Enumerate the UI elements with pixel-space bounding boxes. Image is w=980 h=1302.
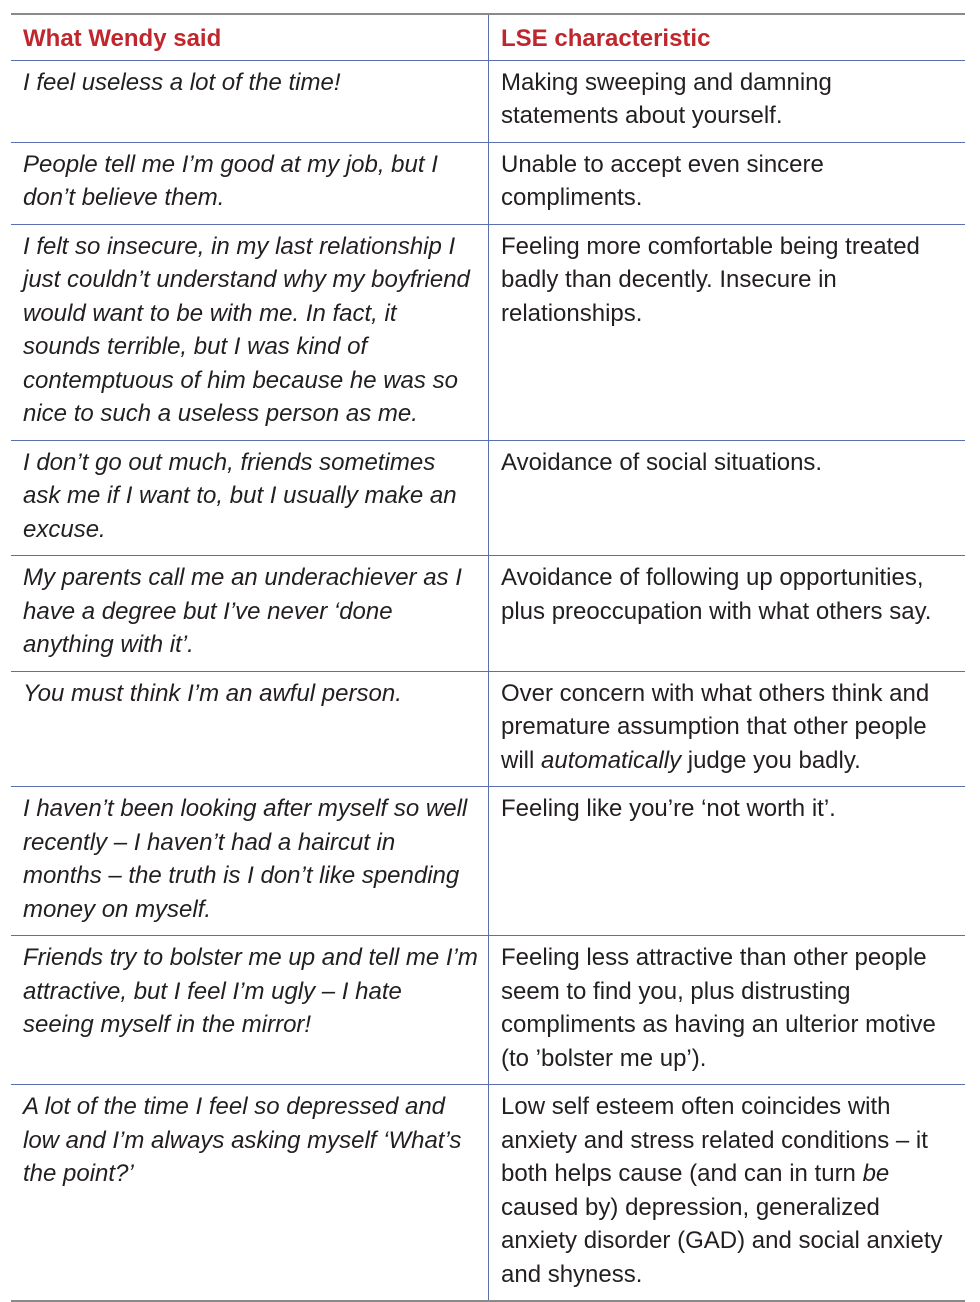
characteristic-emphasis: automatically xyxy=(541,746,682,774)
lse-table xyxy=(11,13,965,1302)
lse-characteristic xyxy=(489,671,966,787)
table-row xyxy=(11,224,965,440)
wendy-quote: I haven’t been looking after myself so well recently – I haven’t had a haircut in months – the truth is I don’t like spending money on myself. xyxy=(11,787,489,936)
table-header-row xyxy=(11,14,965,60)
table-row xyxy=(11,142,965,224)
lse-characteristic: Unable to accept even sincere compliments. xyxy=(489,142,966,224)
lse-characteristic: Making sweeping and damning statements about yourself. xyxy=(489,60,966,142)
characteristic-text-b: caused by) depression, generalized anxiety disorder (GAD) and social anxiety and shyness. xyxy=(501,1193,943,1288)
lse-characteristic: Avoidance of following up opportunities, plus preoccupation with what others say. xyxy=(489,556,966,672)
table-row xyxy=(11,556,965,672)
wendy-quote: My parents call me an underachiever as I have a degree but I’ve never ‘done anything with it’. xyxy=(11,556,489,672)
wendy-quote: I feel useless a lot of the time! xyxy=(11,60,489,142)
characteristic-text-b: judge you badly. xyxy=(687,746,861,774)
header-what-wendy-said: What Wendy said xyxy=(11,14,489,60)
table-row xyxy=(11,440,965,556)
wendy-quote: A lot of the time I feel so depressed and low and I’m always asking myself ‘What’s the point?’ xyxy=(11,1085,489,1302)
wendy-quote: People tell me I’m good at my job, but I don’t believe them. xyxy=(11,142,489,224)
table-row xyxy=(11,1085,965,1302)
lse-characteristic: Feeling like you’re ‘not worth it’. xyxy=(489,787,966,936)
lse-characteristic: Avoidance of social situations. xyxy=(489,440,966,556)
table-row xyxy=(11,936,965,1085)
lse-characteristic: Feeling more comfortable being treated badly than decently. Insecure in relationships. xyxy=(489,224,966,440)
characteristic-text-a: Low self esteem often coincides with anxiety and stress related conditions – it both helps cause (and can in turn xyxy=(501,1093,928,1187)
table-row xyxy=(11,60,965,142)
wendy-quote: You must think I’m an awful person. xyxy=(11,671,489,787)
characteristic-emphasis: be xyxy=(862,1160,890,1187)
wendy-quote: I felt so insecure, in my last relationship I just couldn’t understand why my boyfriend would want to be with me. In fact, it sounds terrible, but I was kind of contemptuous of him because he was so nice to such a useless person as me. xyxy=(11,224,489,440)
lse-characteristic xyxy=(489,1085,966,1302)
wendy-quote: Friends try to bolster me up and tell me I’m attractive, but I feel I’m ugly – I hate seeing myself in the mirror! xyxy=(11,936,489,1085)
characteristic-text-a: Over concern with what others think and premature assumption that other people will xyxy=(501,679,930,774)
wendy-quote: I don’t go out much, friends sometimes ask me if I want to, but I usually make an excuse. xyxy=(11,440,489,556)
table-row xyxy=(11,787,965,936)
lse-characteristic: Feeling less attractive than other people seem to find you, plus distrusting compliments as having an ulterior motive (to ’bolster me up’). xyxy=(489,936,966,1085)
header-lse-characteristic: LSE characteristic xyxy=(489,14,966,60)
table-row xyxy=(11,671,965,787)
